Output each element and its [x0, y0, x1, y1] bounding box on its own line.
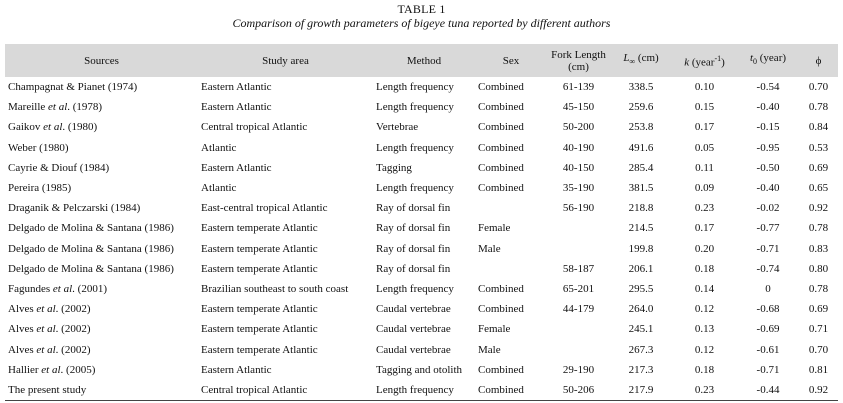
- cell-sex: Male: [478, 343, 501, 356]
- cell-linf: 206.1: [628, 262, 654, 275]
- cell-fork-length: [547, 239, 610, 259]
- source-post: . (1980): [62, 121, 98, 134]
- cell-source: [5, 218, 198, 238]
- growth-parameters-table: [5, 44, 838, 401]
- cell-method: Length frequency: [376, 101, 454, 114]
- cell-phi: 0.81: [808, 363, 829, 376]
- cell-phi: 0.84: [808, 121, 829, 134]
- cell-sex: Combined: [478, 121, 524, 134]
- cell-fork-length: 61-139: [562, 81, 595, 94]
- cell-sex: Combined: [478, 383, 524, 396]
- cell-method: Caudal vertebrae: [376, 303, 451, 316]
- cell-fork-length: 29-190: [562, 363, 595, 376]
- cell-t0: -0.40: [756, 101, 780, 114]
- cell-sex: Combined: [478, 161, 524, 174]
- table-row: [5, 339, 838, 359]
- cell-fork-length: 50-200: [562, 121, 595, 134]
- table-caption: [0, 0, 843, 30]
- cell-phi: 0.70: [808, 343, 829, 356]
- cell-phi: 0.70: [808, 81, 829, 94]
- source-pre: Delgado de Molina & Santana (1986): [8, 242, 174, 255]
- cell-source: [5, 178, 198, 198]
- source-post: . (1978): [67, 101, 103, 114]
- source-pre: Alves: [8, 303, 37, 316]
- cell-k: 0.05: [694, 141, 715, 154]
- table-row: [5, 279, 838, 299]
- cell-linf: 491.6: [628, 141, 654, 154]
- cell-phi: 0.92: [808, 202, 829, 215]
- cell-k: 0.23: [694, 202, 715, 215]
- cell-linf: 295.5: [628, 282, 654, 295]
- cell-source: [5, 319, 198, 339]
- cell-phi: 0.92: [808, 383, 829, 396]
- table-row: [5, 158, 838, 178]
- table-row: [5, 239, 838, 259]
- cell-source: [5, 138, 198, 158]
- header-k-symbol: k: [684, 56, 690, 69]
- cell-study-area: Eastern temperate Atlantic: [201, 222, 318, 235]
- header-row: [5, 44, 838, 77]
- cell-phi: 0.69: [808, 161, 829, 174]
- source-post: . (2002): [55, 303, 91, 316]
- header-fork-length-line1: Fork Length: [551, 48, 606, 61]
- source-etal: et al: [36, 303, 56, 316]
- cell-source: [5, 239, 198, 259]
- source-pre: Cayrie & Diouf (1984): [8, 161, 110, 174]
- table-row: [5, 299, 838, 319]
- cell-method: Ray of dorsal fin: [376, 262, 451, 275]
- cell-sex: Female: [478, 222, 511, 235]
- cell-study-area: Eastern Atlantic: [201, 101, 272, 114]
- cell-t0: -0.54: [756, 81, 780, 94]
- cell-fork-length: 40-150: [562, 161, 595, 174]
- cell-study-area: Eastern temperate Atlantic: [201, 303, 318, 316]
- table-row: [5, 97, 838, 117]
- cell-sex: Combined: [478, 363, 524, 376]
- header-linf: [610, 44, 672, 77]
- cell-source: [5, 299, 198, 319]
- cell-sex: Male: [478, 242, 501, 255]
- cell-phi: 0.65: [808, 182, 829, 195]
- cell-method: Length frequency: [376, 81, 454, 94]
- header-k-superscript: -1: [714, 53, 722, 63]
- cell-t0: -0.61: [756, 343, 780, 356]
- cell-method: Ray of dorsal fin: [376, 222, 451, 235]
- cell-fork-length: [547, 339, 610, 359]
- cell-linf: 338.5: [628, 81, 654, 94]
- cell-sex: Combined: [478, 182, 524, 195]
- header-t0: [737, 44, 799, 77]
- header-linf-subscript: ∞: [629, 57, 636, 67]
- cell-source: [5, 360, 198, 380]
- cell-study-area: Atlantic: [201, 141, 237, 154]
- source-etal: et al: [52, 282, 73, 295]
- cell-study-area: Eastern temperate Atlantic: [201, 323, 318, 336]
- cell-linf: 267.3: [628, 343, 654, 356]
- cell-sex: Combined: [478, 81, 524, 94]
- cell-t0: -0.15: [756, 121, 780, 134]
- cell-study-area: Eastern Atlantic: [201, 81, 272, 94]
- cell-fork-length: 40-190: [562, 141, 595, 154]
- cell-sex: Combined: [478, 282, 524, 295]
- cell-t0: 0: [765, 282, 771, 295]
- header-fork-length-line2: (cm): [568, 60, 589, 73]
- cell-k: 0.18: [694, 262, 715, 275]
- source-pre: Alves: [8, 323, 37, 336]
- table-row: [5, 138, 838, 158]
- source-etal: et al: [36, 323, 56, 336]
- table-row: [5, 380, 838, 400]
- cell-k: 0.10: [694, 81, 715, 94]
- cell-k: 0.14: [694, 282, 715, 295]
- source-pre: Weber (1980): [8, 141, 69, 154]
- cell-k: 0.11: [695, 161, 714, 174]
- source-pre: Pereira (1985): [8, 182, 72, 195]
- header-method: Method: [406, 54, 442, 67]
- source-etal: et al: [48, 101, 68, 114]
- cell-t0: -0.95: [756, 141, 780, 154]
- cell-phi: 0.53: [808, 141, 829, 154]
- source-post: . (2002): [55, 343, 91, 356]
- cell-k: 0.12: [694, 343, 715, 356]
- cell-study-area: Eastern temperate Atlantic: [201, 262, 318, 275]
- cell-study-area: Eastern temperate Atlantic: [201, 242, 318, 255]
- source-post: . (2002): [55, 323, 91, 336]
- cell-linf: 217.9: [628, 383, 654, 396]
- cell-phi: 0.71: [808, 323, 829, 336]
- header-k-unit: (year: [689, 56, 715, 69]
- cell-t0: -0.44: [756, 383, 780, 396]
- cell-source: [5, 198, 198, 218]
- cell-sex: [475, 259, 547, 279]
- table-row: [5, 259, 838, 279]
- cell-k: 0.17: [694, 121, 715, 134]
- cell-method: Ray of dorsal fin: [376, 242, 451, 255]
- source-pre: Hallier: [8, 363, 42, 376]
- cell-fork-length: 58-187: [562, 262, 595, 275]
- source-etal: et al: [41, 363, 61, 376]
- cell-k: 0.20: [694, 242, 715, 255]
- cell-k: 0.17: [694, 222, 715, 235]
- cell-linf: 245.1: [628, 323, 654, 336]
- cell-sex: Combined: [478, 141, 524, 154]
- source-pre: Alves: [8, 343, 37, 356]
- table-row: [5, 117, 838, 137]
- cell-study-area: Eastern temperate Atlantic: [201, 343, 318, 356]
- cell-t0: -0.50: [756, 161, 780, 174]
- table-title: Comparison of growth parameters of bigeye tuna reported by different authors: [232, 16, 611, 30]
- cell-study-area: Central tropical Atlantic: [201, 121, 308, 134]
- cell-source: [5, 380, 198, 400]
- table-row: [5, 360, 838, 380]
- cell-linf: 218.8: [628, 202, 654, 215]
- cell-fork-length: [547, 319, 610, 339]
- header-sex: Sex: [502, 54, 520, 67]
- cell-source: [5, 279, 198, 299]
- cell-fork-length: 56-190: [562, 202, 595, 215]
- cell-method: Caudal vertebrae: [376, 343, 451, 356]
- cell-phi: 0.78: [808, 282, 829, 295]
- cell-method: Vertebrae: [376, 121, 419, 134]
- cell-t0: -0.71: [756, 242, 780, 255]
- cell-linf: 217.3: [628, 363, 654, 376]
- source-etal: et al: [43, 121, 63, 134]
- header-k: [672, 44, 737, 77]
- cell-source: [5, 117, 198, 137]
- cell-k: 0.18: [694, 363, 715, 376]
- header-t0-unit: (year): [757, 52, 787, 65]
- cell-t0: -0.77: [756, 222, 780, 235]
- cell-k: 0.15: [694, 101, 715, 114]
- cell-study-area: Eastern Atlantic: [201, 363, 272, 376]
- source-pre: Delgado de Molina & Santana (1986): [8, 262, 174, 275]
- cell-k: 0.12: [694, 303, 715, 316]
- cell-phi: 0.78: [808, 101, 829, 114]
- cell-source: [5, 97, 198, 117]
- cell-method: Length frequency: [376, 282, 454, 295]
- header-linf-symbol: L: [623, 52, 630, 65]
- header-phi: ϕ: [815, 54, 822, 67]
- table-label: TABLE 1: [397, 2, 446, 16]
- header-sources: Sources: [84, 54, 119, 67]
- source-pre: Mareille: [8, 101, 49, 114]
- cell-fork-length: 50-206: [562, 383, 595, 396]
- cell-fork-length: [547, 218, 610, 238]
- source-pre: The present study: [8, 383, 87, 396]
- cell-linf: 381.5: [628, 182, 654, 195]
- table-row: [5, 218, 838, 238]
- source-pre: Champagnat & Pianet (1974): [8, 81, 138, 94]
- source-post: . (2005): [60, 363, 96, 376]
- cell-method: Length frequency: [376, 141, 454, 154]
- cell-sex: Combined: [478, 101, 524, 114]
- table-row: [5, 198, 838, 218]
- cell-study-area: Brazilian southeast to south coast: [201, 282, 349, 295]
- cell-t0: -0.68: [756, 303, 780, 316]
- cell-source: [5, 158, 198, 178]
- source-pre: Gaikov: [8, 121, 44, 134]
- table-row: [5, 77, 838, 97]
- table-body: [5, 77, 838, 400]
- cell-method: Tagging: [376, 161, 412, 174]
- cell-method: Caudal vertebrae: [376, 323, 451, 336]
- cell-method: Length frequency: [376, 182, 454, 195]
- cell-phi: 0.69: [808, 303, 829, 316]
- cell-fork-length: 45-150: [562, 101, 595, 114]
- cell-t0: -0.74: [756, 262, 780, 275]
- cell-study-area: Eastern Atlantic: [201, 161, 272, 174]
- header-fork-length: [547, 44, 610, 77]
- cell-fork-length: 44-179: [562, 303, 595, 316]
- source-pre: Fagundes: [8, 282, 53, 295]
- cell-study-area: Atlantic: [201, 182, 237, 195]
- cell-sex: [475, 198, 547, 218]
- cell-method: Ray of dorsal fin: [376, 202, 451, 215]
- cell-phi: 0.80: [808, 262, 829, 275]
- cell-phi: 0.83: [808, 242, 829, 255]
- cell-linf: 264.0: [628, 303, 654, 316]
- cell-method: Length frequency: [376, 383, 454, 396]
- cell-linf: 253.8: [628, 121, 654, 134]
- cell-t0: -0.71: [756, 363, 780, 376]
- table-row: [5, 319, 838, 339]
- source-post: . (2001): [72, 282, 107, 295]
- source-etal: et al: [36, 343, 56, 356]
- cell-phi: 0.78: [808, 222, 829, 235]
- cell-k: 0.09: [694, 182, 715, 195]
- header-t0-symbol: t: [749, 52, 754, 65]
- cell-t0: -0.69: [756, 323, 780, 336]
- cell-source: [5, 339, 198, 359]
- cell-k: 0.13: [694, 323, 715, 336]
- cell-t0: -0.40: [756, 182, 780, 195]
- cell-method: Tagging and otolith: [376, 363, 462, 376]
- cell-study-area: Central tropical Atlantic: [201, 383, 308, 396]
- header-linf-unit: (cm): [635, 52, 659, 65]
- header-k-close: ): [721, 56, 725, 69]
- source-pre: Delgado de Molina & Santana (1986): [8, 222, 174, 235]
- header-study-area: Study area: [262, 54, 309, 67]
- cell-linf: 214.5: [628, 222, 654, 235]
- cell-study-area: East-central tropical Atlantic: [201, 202, 328, 215]
- cell-t0: -0.02: [756, 202, 780, 215]
- cell-source: [5, 77, 198, 97]
- cell-sex: Female: [478, 323, 511, 336]
- cell-sex: Combined: [478, 303, 524, 316]
- header-t0-subscript: 0: [753, 57, 758, 67]
- cell-linf: 259.6: [628, 101, 654, 114]
- cell-fork-length: 65-201: [562, 282, 595, 295]
- source-pre: Draganik & Pelczarski (1984): [8, 202, 141, 215]
- cell-k: 0.23: [694, 383, 715, 396]
- cell-linf: 199.8: [628, 242, 654, 255]
- cell-source: [5, 259, 198, 279]
- cell-fork-length: 35-190: [562, 182, 595, 195]
- table-row: [5, 178, 838, 198]
- cell-linf: 285.4: [628, 161, 654, 174]
